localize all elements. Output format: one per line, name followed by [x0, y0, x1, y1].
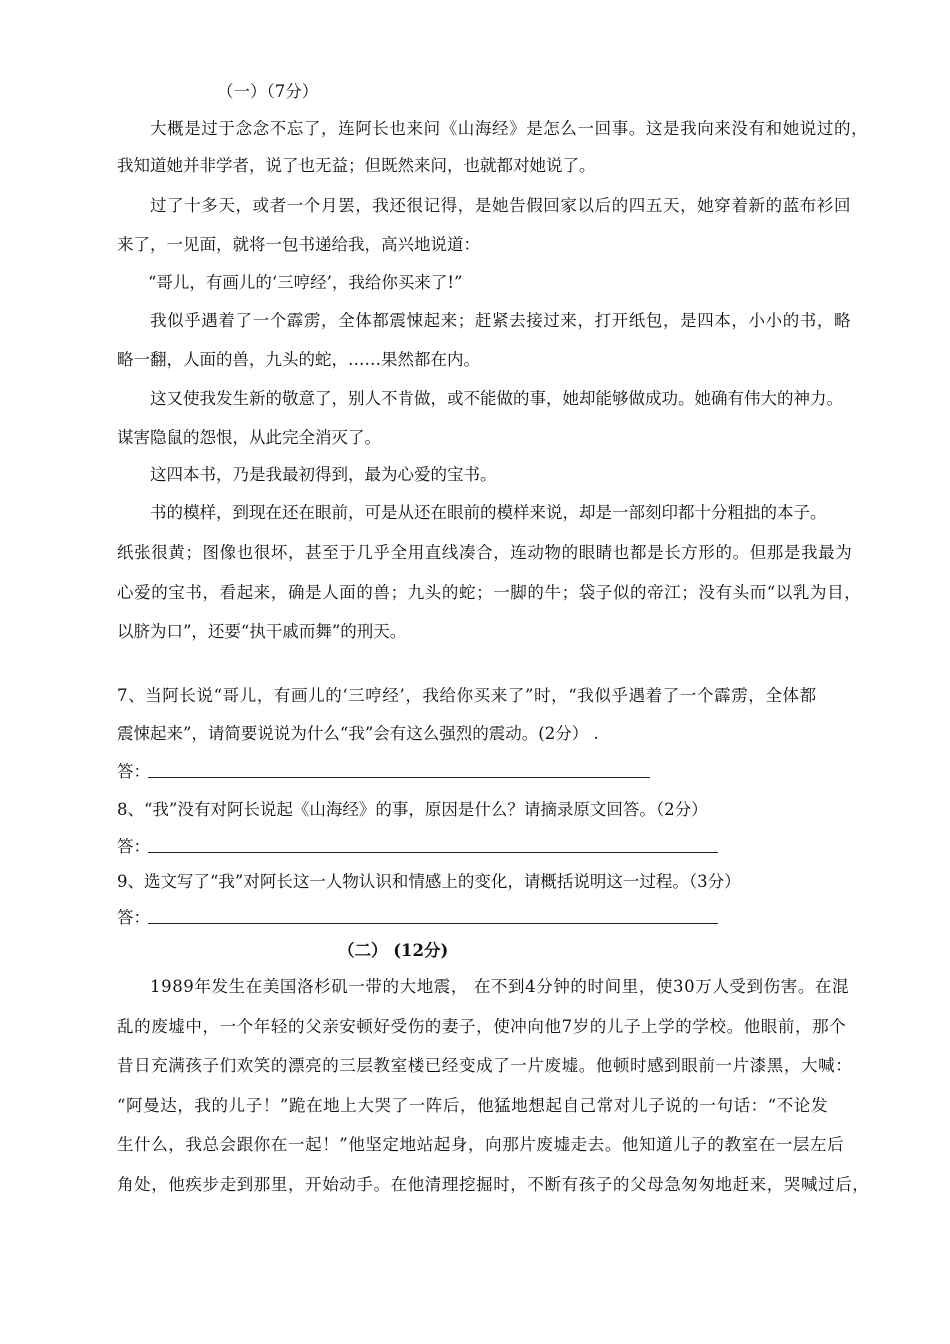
- paragraph-line: 大概是过于念念不忘了，连阿长也来问《山海经》是怎么一回事。这是我向来没有和她说过的，: [150, 119, 869, 138]
- question-8: 8、“我”没有对阿长说起《山海经》的事，原因是什么？请摘录原文回答。（2分）: [117, 800, 708, 819]
- answer-line-q7[interactable]: [148, 777, 650, 778]
- paragraph-line: 来了，一见面，就将一包书递给我，高兴地说道：: [117, 235, 480, 254]
- answer-line-q9[interactable]: [148, 923, 718, 924]
- paragraph-line: 纸张很黄；图像也很坏，甚至于几乎全用直线凑合，连动物的眼睛也都是长方形的。但那是我最为: [117, 543, 853, 562]
- paragraph-line: 昔日充满孩子们欢笑的漂亮的三层教室楼已经变成了一片废墟。他顿时感到眼前一片漆黑，大喊：: [117, 1056, 853, 1075]
- paragraph-line: “阿曼达，我的儿子！”跪在地上大哭了一阵后，他猛地想起自己常对儿子说的一句话：“不论发: [117, 1096, 829, 1115]
- answer-label: 答：: [117, 908, 150, 927]
- paragraph-line: 略一翻，人面的兽，九头的蛇，……果然都在内。: [117, 350, 480, 369]
- answer-label: 答：: [117, 762, 150, 781]
- paragraph-line: 过了十多天，或者一个月罢，我还很记得，是她告假回家以后的四五天，她穿着新的蓝布衫回: [150, 196, 852, 215]
- question-7-continued: 震悚起来”，请简要说说为什么“我”会有这么强烈的震动。(2分） .: [117, 724, 599, 743]
- question-7: 7、当阿长说“哥儿，有画儿的‘三哼经’，我给你买来了”时，“我似乎遇着了一个霹雳，全体都: [117, 686, 817, 705]
- paragraph-line: 书的模样，到现在还在眼前，可是从还在眼前的模样来说，却是一部刻印都十分粗拙的本子。: [150, 503, 827, 522]
- paragraph-line: 角处，他疾步走到那里，开始动手。在他清理挖掘时，不断有孩子的父母急匆匆地赶来，哭喊过后，: [117, 1175, 870, 1194]
- paragraph-line: 生什么，我总会跟你在一起！”他坚定地站起身，向那片废墟走去。他知道儿子的教室在一层左后: [117, 1135, 845, 1154]
- dialogue-line: “哥儿，有画儿的‘三哼经’，我给你买来了!”: [148, 273, 463, 292]
- section1-heading: （一）（7分）: [217, 82, 319, 101]
- paragraph-line: 心爱的宝书，看起来，确是人面的兽；九头的蛇；一脚的牛；袋子似的帝江；没有头而“以乳为目，: [117, 583, 862, 602]
- paragraph-line: 乱的废墟中，一个年轻的父亲安顿好受伤的妻子，使冲向他7岁的儿子上学的学校。他眼前，那个: [117, 1017, 847, 1036]
- paragraph-line: 我似乎遇着了一个霹雳，全体都震悚起来；赶紧去接过来，打开纸包，是四本，小小的书，略: [150, 311, 852, 330]
- paragraph-line: 这又使我发生新的敬意了，别人不肯做，或不能做的事，她却能够做成功。她确有伟大的神力。: [150, 389, 843, 408]
- answer-label: 答：: [117, 837, 150, 856]
- paragraph-line: 谋害隐鼠的怨恨，从此完全消灭了。: [117, 428, 381, 447]
- paragraph-line: 以脐为口”，还要“执干戚而舞”的刑天。: [117, 622, 407, 641]
- section2-heading: （二） (12分): [338, 941, 449, 960]
- paragraph-line: 这四本书，乃是我最初得到，最为心爱的宝书。: [150, 465, 497, 484]
- paragraph-line: 我知道她并非学者，说了也无益；但既然来问，也就都对她说了。: [117, 156, 596, 175]
- paragraph-line: 1989年发生在美国洛杉矶一带的大地震， 在不到4分钟的时间里，使30万人受到伤害。在混: [150, 977, 850, 996]
- answer-line-q8[interactable]: [148, 852, 718, 853]
- question-9: 9、选文写了“我”对阿长这一人物认识和情感上的变化，请概括说明这一过程。（3分）: [117, 872, 741, 891]
